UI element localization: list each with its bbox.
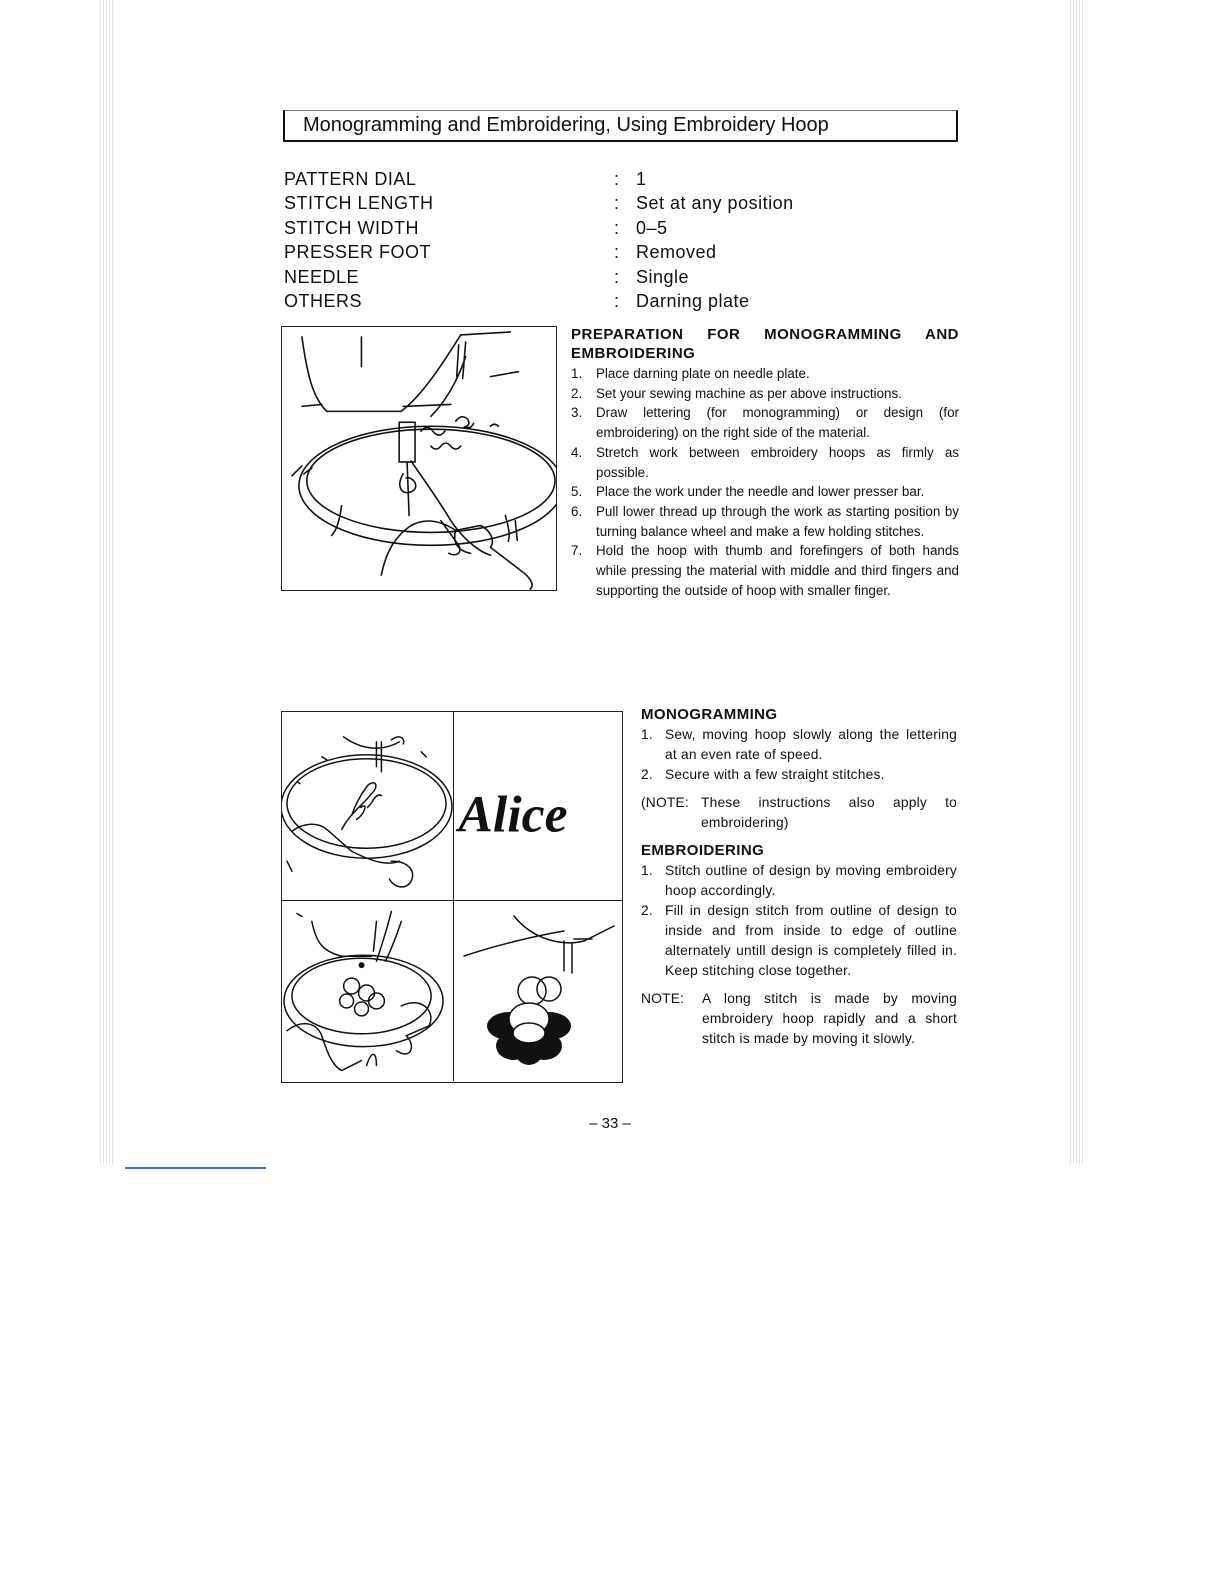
list-item bbox=[571, 403, 959, 442]
preparation-steps bbox=[571, 364, 959, 600]
embroidering-note bbox=[641, 989, 957, 1049]
step-number: 6. bbox=[571, 503, 583, 519]
setting-colon: : bbox=[614, 169, 620, 189]
page-number: – 33 – bbox=[589, 1115, 631, 1132]
step-number: 2. bbox=[641, 903, 653, 918]
figure-hoop-preparation bbox=[281, 326, 557, 591]
figure-alice-lettering bbox=[454, 712, 622, 901]
list-item bbox=[571, 502, 959, 541]
list-item bbox=[641, 861, 957, 901]
setting-colon: : bbox=[614, 290, 620, 311]
step-text: Draw lettering (for monogramming) or design (for embroidering) on the right side of the material. bbox=[596, 405, 959, 441]
step-number: 2. bbox=[641, 767, 653, 782]
note-label: (NOTE: bbox=[641, 795, 689, 810]
setting-value: Set at any position bbox=[636, 193, 794, 214]
step-text: Stretch work between embroidery hoops as firmly as possible. bbox=[596, 444, 959, 480]
list-item bbox=[571, 541, 959, 600]
monogramming-steps bbox=[641, 725, 957, 785]
monogramming-note bbox=[641, 793, 957, 833]
list-item bbox=[571, 482, 959, 502]
step-number: 3. bbox=[571, 405, 583, 421]
figure-embroider-sewing bbox=[282, 901, 454, 1081]
footer-rule bbox=[125, 1167, 266, 1169]
step-number: 5. bbox=[571, 484, 583, 500]
setting-value: Single bbox=[636, 266, 690, 287]
step-number: 1. bbox=[641, 863, 653, 878]
embroidering-title: EMBROIDERING bbox=[641, 842, 765, 859]
figure-monogram-sewing bbox=[282, 712, 454, 901]
section-title: Monogramming and Embroidering, Using Embroidery Hoop bbox=[303, 114, 829, 136]
setting-value: 1 bbox=[636, 169, 647, 189]
step-number: 1. bbox=[641, 727, 653, 742]
setting-colon: : bbox=[614, 217, 620, 238]
step-number: 2. bbox=[571, 385, 583, 401]
setting-label: PRESSER FOOT bbox=[284, 242, 432, 263]
list-item bbox=[571, 443, 959, 482]
monogram-hoop-illustration bbox=[282, 712, 453, 900]
scan-edge-right bbox=[1070, 0, 1084, 1165]
setting-label: PATTERN DIAL bbox=[284, 169, 417, 189]
setting-colon: : bbox=[614, 193, 620, 214]
step-text: Set your sewing machine as per above instructions. bbox=[596, 385, 902, 401]
step-text: Sew, moving hoop slowly along the lettering at an even rate of speed. bbox=[665, 727, 957, 762]
step-number: 7. bbox=[571, 543, 583, 559]
list-item bbox=[641, 725, 957, 765]
setting-value: 0–5 bbox=[636, 217, 668, 238]
setting-colon: : bbox=[614, 242, 620, 263]
step-text: Stitch outline of design by moving embroidery hoop accordingly. bbox=[665, 863, 957, 898]
setting-value: Darning plate bbox=[636, 290, 750, 311]
step-text: Place darning plate on needle plate. bbox=[596, 366, 810, 381]
step-text: Hold the hoop with thumb and forefingers of both hands while pressing the material with middle and third fingers and supporting the outside of hoop with smaller finger. bbox=[596, 543, 959, 598]
setting-colon: : bbox=[614, 266, 620, 287]
step-text: Secure with a few straight stitches. bbox=[665, 767, 885, 782]
embroider-hoop-illustration bbox=[282, 901, 453, 1081]
figure-flower-embroidery bbox=[454, 901, 622, 1081]
sewing-machine-hoop-illustration bbox=[282, 327, 556, 590]
monogramming-section bbox=[641, 705, 957, 1049]
alice-script-illustration bbox=[454, 712, 622, 900]
preparation-title-line2: EMBROIDERING bbox=[571, 345, 696, 362]
list-item bbox=[571, 384, 959, 404]
preparation-title-line1: PREPARATION FOR MONOGRAMMING AND bbox=[571, 326, 959, 343]
preparation-section bbox=[571, 325, 959, 600]
step-text: Pull lower thread up through the work as starting position by turning balance wheel and make a few holding stitches. bbox=[596, 503, 959, 539]
scan-edge-left bbox=[100, 0, 114, 1165]
list-item bbox=[641, 765, 957, 785]
figure-grid-monogram-embroider bbox=[281, 711, 623, 1083]
list-item bbox=[641, 901, 957, 981]
step-number: 1. bbox=[571, 366, 583, 381]
setting-label: STITCH LENGTH bbox=[284, 193, 434, 214]
setting-label: OTHERS bbox=[284, 290, 363, 311]
section-title-box bbox=[283, 110, 958, 142]
step-text: Place the work under the needle and lower presser bar. bbox=[596, 484, 925, 500]
setting-value: Removed bbox=[636, 242, 717, 263]
alice-script-text: Alice bbox=[458, 786, 568, 844]
setting-label: STITCH WIDTH bbox=[284, 217, 419, 238]
monogramming-title: MONOGRAMMING bbox=[641, 706, 778, 723]
note-text: A long stitch is made by moving embroidery hoop rapidly and a short stitch is made by moving it slowly. bbox=[702, 991, 957, 1046]
list-item bbox=[571, 364, 959, 384]
flower-embroidery-illustration bbox=[454, 901, 622, 1081]
embroidering-steps bbox=[641, 861, 957, 981]
note-label: NOTE: bbox=[641, 991, 685, 1006]
step-text: Fill in design stitch from outline of design to inside and from inside to edge of outline alternately untill design is completely filled in. Keep stitching close together. bbox=[665, 903, 957, 978]
note-text: These instructions also apply to embroidering) bbox=[701, 795, 957, 830]
setting-label: NEEDLE bbox=[284, 266, 360, 287]
step-number: 4. bbox=[571, 444, 583, 460]
